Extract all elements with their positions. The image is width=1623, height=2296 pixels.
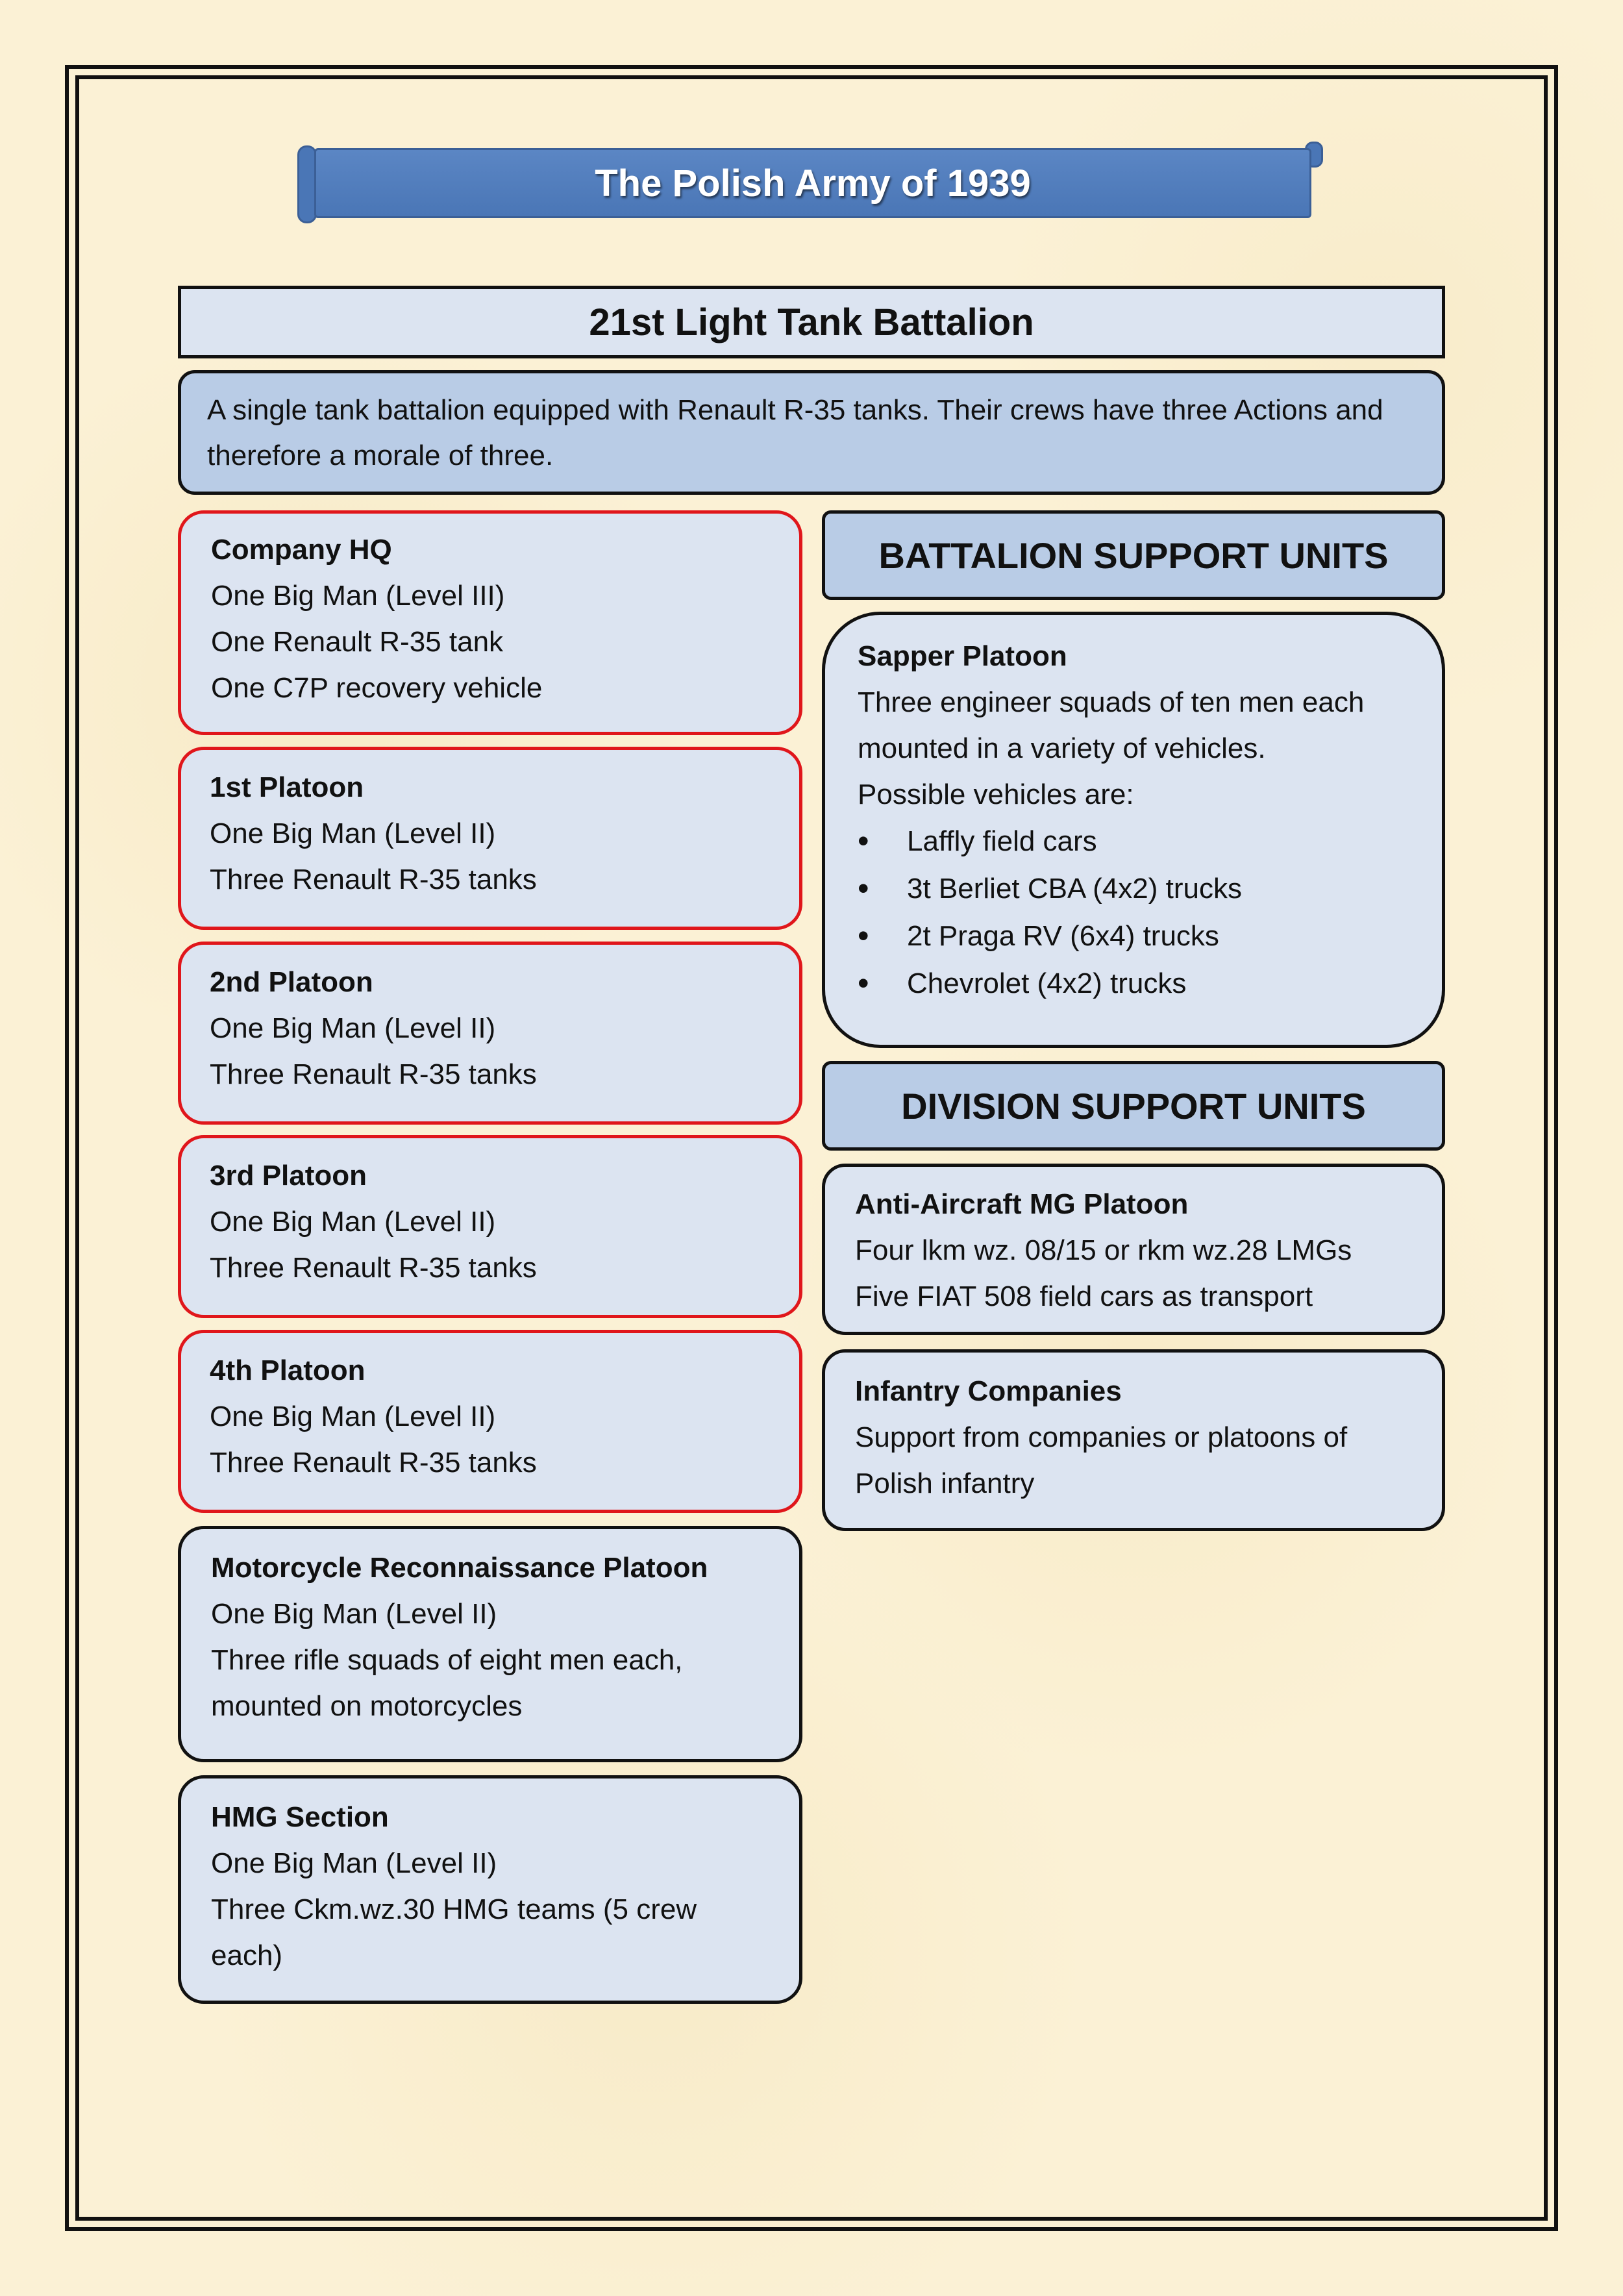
unit-title: 21st Light Tank Battalion [178, 286, 1445, 358]
card-line: One Big Man (Level II) [210, 1206, 496, 1238]
card-title: 1st Platoon [210, 771, 364, 803]
vehicle-list [858, 817, 1409, 1007]
list-item: • 3t Berliet CBA (4x2) trucks [858, 865, 1409, 912]
card-line: One C7P recovery vehicle [211, 672, 543, 704]
platoon-2-card [178, 942, 802, 1125]
card-line: Five FIAT 508 field cars as transport [855, 1280, 1313, 1312]
card-line: Three rifle squads of eight men each, [211, 1644, 683, 1676]
card-line: Three engineer squads of ten men each [858, 686, 1365, 718]
card-line: mounted in a variety of vehicles. [858, 732, 1266, 764]
card-line: each) [211, 1940, 283, 1971]
card-line: Three Renault R-35 tanks [210, 1058, 537, 1090]
card-line: Polish infantry [855, 1467, 1035, 1499]
platoon-1-card [178, 747, 802, 930]
sapper-platoon-card [822, 612, 1445, 1048]
anti-aircraft-card [822, 1164, 1445, 1335]
card-line: mounted on motorcycles [211, 1690, 523, 1722]
platoon-4-card [178, 1330, 802, 1513]
card-title: Infantry Companies [855, 1375, 1122, 1407]
banner-body [314, 148, 1311, 218]
card-line: Four lkm wz. 08/15 or rkm wz.28 LMGs [855, 1234, 1352, 1266]
card-title: Sapper Platoon [858, 640, 1067, 672]
title-banner [297, 143, 1323, 225]
company-hq-card [178, 510, 802, 735]
hmg-section-card [178, 1775, 802, 2004]
card-line: Support from companies or platoons of [855, 1421, 1348, 1453]
platoon-3-card [178, 1135, 802, 1318]
card-line: One Big Man (Level III) [211, 580, 505, 612]
list-item: • Laffly field cars [858, 817, 1409, 865]
unit-description: A single tank battalion equipped with Renault R-35 tanks. Their crews have three Actions and therefore a morale of three. [178, 370, 1445, 495]
card-title: 3rd Platoon [210, 1160, 367, 1192]
card-line: Three Renault R-35 tanks [210, 1252, 537, 1284]
page-title: The Polish Army of 1939 [595, 162, 1031, 205]
infantry-companies-card [822, 1349, 1445, 1531]
card-line: One Big Man (Level II) [211, 1598, 497, 1630]
card-line: One Big Man (Level II) [210, 1012, 496, 1044]
card-title: Motorcycle Reconnaissance Platoon [211, 1552, 708, 1584]
card-line: Three Ckm.wz.30 HMG teams (5 crew [211, 1893, 697, 1925]
list-item: • Chevrolet (4x2) trucks [858, 960, 1409, 1007]
card-line: One Big Man (Level II) [210, 817, 496, 849]
card-line: One Renault R-35 tank [211, 626, 504, 658]
card-line: One Big Man (Level II) [210, 1401, 496, 1432]
card-title: Company HQ [211, 534, 392, 566]
card-title: 4th Platoon [210, 1354, 365, 1386]
card-title: 2nd Platoon [210, 966, 373, 998]
list-item: • 2t Praga RV (6x4) trucks [858, 912, 1409, 960]
card-line: One Big Man (Level II) [211, 1847, 497, 1879]
card-title: HMG Section [211, 1801, 389, 1833]
card-title: Anti-Aircraft MG Platoon [855, 1188, 1189, 1220]
card-line: Three Renault R-35 tanks [210, 864, 537, 895]
card-line: Three Renault R-35 tanks [210, 1447, 537, 1479]
motorcycle-recon-card [178, 1526, 802, 1762]
battalion-support-heading: BATTALION SUPPORT UNITS [822, 510, 1445, 600]
card-line: Possible vehicles are: [858, 779, 1134, 810]
division-support-heading: DIVISION SUPPORT UNITS [822, 1061, 1445, 1151]
